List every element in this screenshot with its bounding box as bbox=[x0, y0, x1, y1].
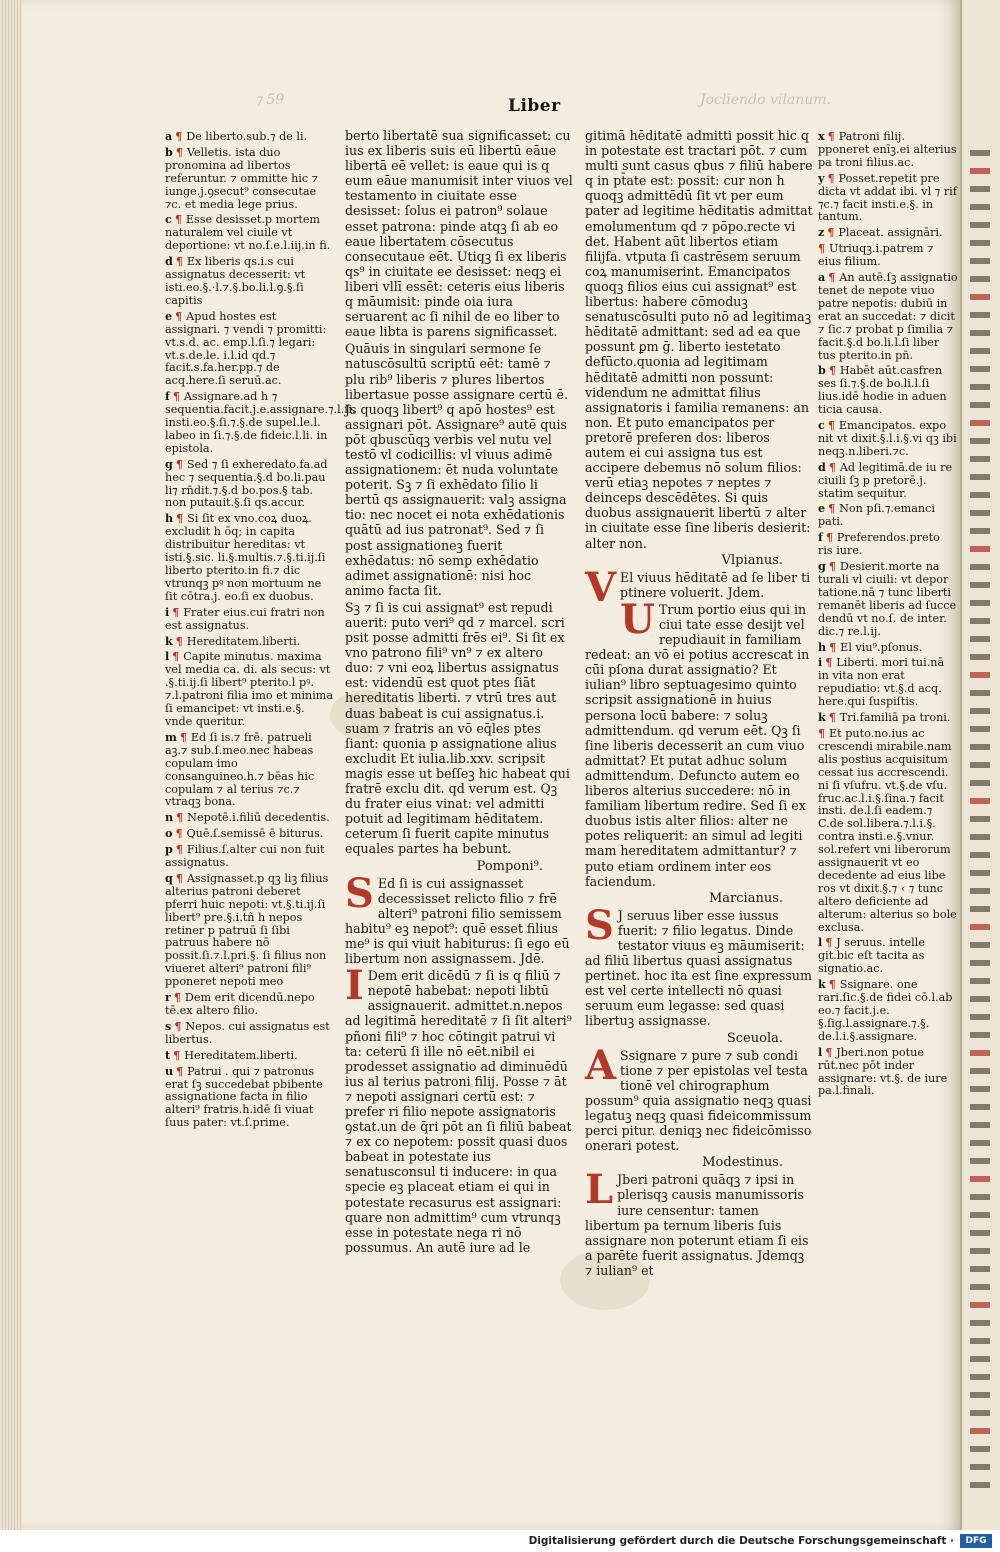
gloss-text: Filius.ſ.alter cui non fuit assignatus. bbox=[165, 843, 325, 870]
gloss-entry bbox=[165, 146, 335, 212]
gloss-text: Tri.familiā pa troni. bbox=[839, 711, 951, 725]
gloss-text: Nepos. cui assignatus est libertus. bbox=[165, 1019, 330, 1046]
adjacent-text-fragment bbox=[970, 366, 990, 372]
gloss-text: Si ſit ex vno.coꝝ duoꝝ. excludit h ōq; in capita distribuitur hereditas: vt isti.§.sic. li.§.multis.⁊.§.ti.ij.ſi liberto pterito.in fi.⁊ dic vtrunqꝫ pꝰ non mortuum ne ſit cōtra.j. eo.ſi ex duobus. bbox=[165, 512, 326, 603]
paragraph-mark-icon: ¶ bbox=[175, 308, 187, 323]
adjacent-text-fragment bbox=[970, 1176, 990, 1182]
gloss-letter: t bbox=[165, 1047, 171, 1062]
adjacent-text-fragment bbox=[970, 276, 990, 282]
gloss-entry bbox=[165, 310, 335, 388]
text-paragraph bbox=[585, 595, 813, 889]
adjacent-text-fragment bbox=[970, 546, 990, 552]
adjacent-text-fragment bbox=[970, 1248, 990, 1254]
paragraph-mark-icon: ¶ bbox=[176, 810, 188, 825]
adjacent-text-fragment bbox=[970, 1122, 990, 1128]
adjacent-text-fragment bbox=[970, 1230, 990, 1236]
paragraph-text: Sꝫ ⁊ ſi is cui assignat⁹ est repudi auerit: puto veri⁹ qd ⁊ marcel. scri psit posse admitti frēs ei⁹. Si ſit ex vno patrono fili⁹ vn⁹ ⁊ ex altero duo: ⁊ vni eoꝝ libertus assignatus est: videndū est quot ptes ſiāt hereditatis liberti. ⁊ vtrū tres aut duas babeat is cui assignatus.i. suam ⁊ fratris an vō eq̄les ptes ſiant: quonia p assignatione alius excludit Et iulia.lib.xxv. scripsit magis esse ut beſſeꝫ hic habeat qui fratrē exclu dit. qd verum est. Qꝫ du frater eius vinat: vel admitti potuit ad legitimam hēditatem. ceterum ſi fuerit capite minutus equales partes ha bebunt. bbox=[345, 599, 570, 857]
adjacent-text-fragment bbox=[970, 780, 990, 786]
jurist-heading: Vlpianus. bbox=[721, 552, 783, 568]
gloss-letter: q bbox=[165, 870, 173, 885]
paragraph-mark-icon: ¶ bbox=[173, 990, 185, 1005]
gloss-text: Assignasset.p qꝫ liꝫ filius alterius patroni deberet pferri huic nepoti: vt.§.ti.ij.ſi libert⁹ pre.§.i.tñ h nepos retiner p patruū ſi ſibi patruus habere nō possit.ſi.⁊.l.pri.§. ſi filius non viueret alteri⁹ patroni fili⁹ pponeret nepoti meo bbox=[165, 871, 329, 989]
text-paragraph bbox=[585, 901, 813, 1029]
paragraph-text: Trum portio eius qui in ciui tate esse desijt vel repudiauit in familiam redeat: an vō ei potius accrescat in cūi pſona durat assignatio? Et iulian⁹ libro septuagesimo quinto scripsit assignationē in huius persona locū babere: ⁊ soluꝫ admittendum. qd verum eēt. Qꝫ ſi ſine liberis decesserit an cum viuo admittat? Et putat adhuc solum admittendum. Defuncto autem eo liberos alterius succedere: nō in familiam libertum redire. Sed ſi ex duobus istis alter filios: alter ne potes reliquerit: an simul ad legiti mam hereditatem admittantur? ⁊ puto etiam ordinem inter eos faciendum. bbox=[585, 601, 810, 889]
paragraph-mark-icon: ¶ bbox=[174, 212, 186, 227]
adjacent-text-fragment bbox=[970, 618, 990, 624]
gloss-letter: i bbox=[165, 604, 170, 619]
paragraph-mark-icon: ¶ bbox=[827, 170, 839, 185]
gloss-letter: h bbox=[165, 511, 174, 526]
gloss-text: Desierit.morte na turali vl ciuili: vt depor tatione.nā ⁊ tunc liberti remanēt liberis ad ſucce dendū vt no.ſ. de inter. dic.⁊ re.l.ij. bbox=[818, 560, 957, 638]
gloss-text: Ad legitimā.de iu re ciuili ſꝫ p pretorē.j. statim sequitur. bbox=[818, 460, 953, 500]
adjacent-text-fragment bbox=[970, 1446, 990, 1452]
gloss-entry bbox=[818, 531, 958, 558]
adjacent-text-fragment bbox=[970, 1032, 990, 1038]
adjacent-text-fragment bbox=[970, 942, 990, 948]
paragraph-mark-icon: ¶ bbox=[828, 559, 840, 574]
gloss-letter: f bbox=[818, 530, 823, 545]
gloss-letter: u bbox=[165, 1063, 174, 1078]
gloss-letter: z bbox=[818, 225, 825, 240]
gloss-entry bbox=[165, 130, 335, 144]
gloss-entry bbox=[818, 656, 958, 709]
adjacent-text-fragment bbox=[970, 762, 990, 768]
gloss-letter: k bbox=[165, 633, 173, 648]
gloss-text: Frater eius.cui fratri non est assignatus. bbox=[165, 605, 325, 632]
adjacent-text-fragment bbox=[970, 438, 990, 444]
gloss-letter: y bbox=[818, 170, 825, 185]
paragraph-mark-icon: ¶ bbox=[175, 456, 187, 471]
gloss-entry bbox=[165, 606, 335, 633]
adjacent-text-fragment bbox=[970, 798, 990, 804]
paragraph-mark-icon: ¶ bbox=[175, 633, 187, 648]
adjacent-text-fragment bbox=[970, 312, 990, 318]
paragraph-mark-icon: ¶ bbox=[828, 710, 840, 725]
text-paragraph bbox=[345, 869, 573, 967]
gloss-entry bbox=[165, 1020, 335, 1047]
gloss-text: J seruus. intelle git.bic eſt tacita as signatio.ac. bbox=[818, 936, 925, 976]
gloss-entry bbox=[165, 827, 335, 841]
red-initial: L bbox=[585, 1166, 614, 1214]
jurist-heading: Modestinus. bbox=[702, 1155, 783, 1171]
red-initial: S bbox=[345, 869, 374, 917]
funding-credit: Digitalisierung gefördert durch die Deutsche Forschungsgemeinschaft · bbox=[528, 1535, 954, 1547]
adjacent-text-fragment bbox=[970, 834, 990, 840]
gloss-letter: e bbox=[165, 308, 173, 323]
paragraph-mark-icon: ¶ bbox=[828, 363, 840, 378]
gloss-entry bbox=[165, 843, 335, 870]
gloss-text: Ed ſi is.⁊ frē. patrueli aꝫ.⁊ sub.ſ.meo.nec habeas copulam imo consanguineo.h.⁊ bēas hic copulam ⁊ al terius ⁊c.⁊ vtraqꝫ bona. bbox=[165, 730, 315, 809]
gloss-letter: m bbox=[165, 729, 177, 744]
jurist-heading: Sceuola. bbox=[726, 1030, 783, 1046]
adjacent-text-fragment bbox=[970, 924, 990, 930]
gloss-letter: r bbox=[165, 990, 171, 1005]
red-initial: I bbox=[345, 962, 364, 1010]
gloss-entry bbox=[818, 560, 958, 638]
gloss-entry bbox=[818, 419, 958, 459]
paragraph-text: Quāuis in singulari sermone ſe natuscōsultū scriptū eēt: tamē ⁊ plu rib⁹ liberis ⁊ plures libertos libertasue posse assignare certū ē. Js quoqꝫ libert⁹ q apō hostes⁹ est assignari pōt. Assignare⁹ autē quis pōt qbuscūqꝫ verbis vel nutu vel testō vl codicillis: vl viuus adimē assignationem: ēt nuda voluntate poterit. Sꝫ ⁊ ſi exhēdato ſilio li bertū qs assignauerit: valꝫ assigna tio: nec nocet ei nota exhēdationis quātū ad ius patronat⁹. Sed ⁊ ſi post assignationeꝫ fuerit exhēdatus: nō semp exhēdatio adimet assignationē: nisi hoc animo facta ſit. bbox=[345, 341, 568, 598]
bleed-through-right: Jocliendo vilanum. bbox=[700, 92, 831, 108]
text-column-right bbox=[585, 128, 813, 1280]
adjacent-text-fragment bbox=[970, 852, 990, 858]
gloss-letter: a bbox=[165, 129, 173, 143]
paragraph-mark-icon: ¶ bbox=[818, 725, 830, 740]
jurist-heading: Pomponi⁹. bbox=[476, 858, 543, 874]
gloss-entry bbox=[818, 242, 958, 269]
red-initial: U bbox=[620, 595, 655, 643]
adjacent-text-fragment bbox=[970, 726, 990, 732]
paragraph-mark-icon: ¶ bbox=[825, 655, 837, 670]
gloss-text: Velletis. ista duo pronomina ad libertos referuntur. ⁊ ommitte hic ⁊ iunge.j.ꝯsecut⁹ consecutae ⁊c. et media lege prius. bbox=[165, 145, 319, 211]
paragraph-text: Dem erit dicēdū ⁊ ſi is q filiū ⁊ nepotē habebat: nepoti libtū assignauerit. admittet.n.nepos ad legitimā hereditatē ⁊ ſi ſit alteri⁹ pñoni fili⁹ ⁊ hoc cōtingit patrui vi ta: ceterū ſi ille nō eēt.nibil ei prodesset assignatio ad diminuēdū ius al terius patroni filij. Posse ⁊ āt ⁊ nepoti assignari certū est: ⁊ prefer ri filio nepote assignatoris ꝯstat.un de q̄ri pōt an ſi filiū babeat ⁊ ex co nepotem: possit quasi duos babeat in potestate ius senatusconsul ti inducere: in qua specie eꝫ placeat etiam ei qui in potestate recasurus est assignari: quare non admittim⁹ cum vtrunqꝫ esse in potestate nega ri nō possumus. An autē iure ad le bbox=[345, 968, 572, 1255]
gloss-entry bbox=[818, 978, 958, 1044]
adjacent-text-fragment bbox=[970, 492, 990, 498]
paragraph-mark-icon: ¶ bbox=[825, 1044, 837, 1059]
adjacent-text-fragment bbox=[970, 600, 990, 606]
adjacent-text-fragment bbox=[970, 1086, 990, 1092]
adjacent-text-fragment bbox=[970, 1284, 990, 1290]
gloss-text: Patroni filij. pponeret enīꝫ.ei alterius pa troni filius.ac. bbox=[818, 130, 957, 169]
paragraph-text: Jberi patroni quāqꝫ ⁊ ipsi in plerisqꝫ causis manumissoris iure censentur: tamen libertum pa ternum liberis ſuis assignare non poterunt etiam ſi eis a parēte fuerit assignatus. Jdemqꝫ ⁊ iulian⁹ et bbox=[585, 1172, 809, 1278]
gloss-text: Apud hostes est assignari. ⁊ vendi ⁊ promitti: vt.s.d. ac. emp.l.ſi.⁊ legari: vt.s.de.le. i.l.id qd.⁊ facit.s.fa.her.pp.⁊ de acq.here.ſi seruū.ac. bbox=[165, 309, 327, 388]
adjacent-text-fragment bbox=[970, 294, 990, 300]
gloss-entry bbox=[165, 991, 335, 1018]
gloss-entry bbox=[165, 255, 335, 308]
adjacent-text-fragment bbox=[970, 690, 990, 696]
gloss-text: An autē.ſꝫ assignatio tenet de nepote viuo patre nepotis: dubiū in erat an succedat: ⁊ dicit ⁊ ſic.⁊ probat p ſimilia ⁊ facit.§.d bo.li.l.ſi liber tus pterito.in pn̄. bbox=[818, 271, 958, 362]
adjacent-page-edge bbox=[960, 0, 1000, 1530]
gloss-text: Emancipatos. expo nit vt dixit.§.l.i.§.vi qꝫ ibi neqꝫ.n.liberi.⁊c. bbox=[818, 419, 957, 458]
gloss-letter: b bbox=[818, 363, 826, 378]
gloss-text: Patrui . qui ⁊ patronus erat ſꝫ succedebat pbibente assignatione facta in filio alteri⁹ fratris.h.idē ſi viuat ſuus pater: vt.ſ.prime. bbox=[165, 1064, 323, 1130]
gloss-letter: f bbox=[165, 389, 170, 404]
gloss-letter: l bbox=[818, 1044, 823, 1059]
gloss-text: Jberi.non potue rūt.nec pōt inder assignare: vt.§. de iure pa.l.finali. bbox=[818, 1045, 948, 1098]
adjacent-text-fragment bbox=[970, 1158, 990, 1164]
paragraph-mark-icon: ¶ bbox=[827, 129, 839, 143]
gloss-letter: h bbox=[818, 639, 827, 654]
paragraph-mark-icon: ¶ bbox=[175, 129, 187, 143]
paragraph-mark-icon: ¶ bbox=[172, 604, 184, 619]
adjacent-text-fragment bbox=[970, 510, 990, 516]
paragraph-mark-icon: ¶ bbox=[175, 254, 187, 269]
paragraph-mark-icon: ¶ bbox=[828, 501, 840, 516]
text-column-left bbox=[345, 128, 573, 1257]
adjacent-text-fragment bbox=[970, 1410, 990, 1416]
gloss-letter: g bbox=[818, 559, 826, 574]
gloss-letter: l bbox=[818, 935, 823, 950]
adjacent-text-fragment bbox=[970, 528, 990, 534]
paragraph-mark-icon: ¶ bbox=[175, 870, 187, 885]
gloss-entry bbox=[818, 711, 958, 725]
gloss-entry bbox=[165, 650, 335, 728]
gloss-text: Sed ⁊ ſi exheredato.fa.ad hec ⁊ sequentia.§.d bo.li.pau li⁊ rn̄dit.⁊.§.d bo.pos.§ tab. non putauit.§.ſi qs.accur. bbox=[165, 457, 328, 510]
paragraph-mark-icon: ¶ bbox=[176, 511, 188, 526]
paragraph-mark-icon: ¶ bbox=[825, 530, 837, 545]
gloss-text: Preferendos.preto ris iure. bbox=[818, 531, 940, 558]
gloss-column-left bbox=[165, 129, 356, 1132]
adjacent-text-fragment bbox=[970, 1140, 990, 1146]
paragraph-text: El viuus hēditatē ad ſe liber ti ptinere voluerit. Jdem. bbox=[620, 569, 811, 600]
text-paragraph bbox=[345, 962, 573, 1255]
text-paragraph bbox=[345, 128, 573, 339]
adjacent-text-fragment bbox=[970, 870, 990, 876]
paragraph-text: J seruus liber esse iussus fuerit: ⁊ filio legatus. Dinde testator viuus eꝫ māumiserit: ad filiū libertus quasi assignatus pertinet. hoc ita est ſine expressum est vel certe intellecti nō quasi seruum eum legasse: sed quasi libertuꝫ assignasse. bbox=[585, 907, 812, 1029]
jurist-heading: Marcianus. bbox=[708, 890, 783, 906]
adjacent-text-fragment bbox=[970, 222, 990, 228]
gloss-text: Non pſi.⁊.emanci pati. bbox=[818, 502, 935, 529]
paragraph-mark-icon: ¶ bbox=[175, 826, 187, 841]
adjacent-text-fragment bbox=[970, 456, 990, 462]
gloss-entry bbox=[818, 271, 958, 362]
adjacent-text-fragment bbox=[970, 240, 990, 246]
adjacent-text-fragment bbox=[970, 816, 990, 822]
text-paragraph bbox=[585, 1041, 813, 1154]
gloss-entry bbox=[165, 389, 356, 456]
paragraph-mark-icon: ¶ bbox=[173, 1047, 185, 1062]
text-paragraph bbox=[585, 1166, 813, 1278]
text-paragraph bbox=[345, 341, 573, 598]
adjacent-text-fragment bbox=[970, 672, 990, 678]
paragraph-mark-icon: ¶ bbox=[172, 389, 184, 404]
adjacent-text-fragment bbox=[970, 1464, 990, 1470]
gloss-letter: d bbox=[165, 254, 173, 269]
adjacent-text-fragment bbox=[970, 258, 990, 264]
adjacent-text-fragment bbox=[970, 1338, 990, 1344]
paragraph-mark-icon: ¶ bbox=[825, 935, 837, 950]
adjacent-text-fragment bbox=[970, 888, 990, 894]
gloss-text: Hereditatem.liberti. bbox=[184, 1048, 298, 1062]
adjacent-text-fragment bbox=[970, 1068, 990, 1074]
gloss-letter: a bbox=[818, 270, 826, 285]
adjacent-text-fragment bbox=[970, 1266, 990, 1272]
gloss-letter: p bbox=[165, 842, 173, 857]
gloss-text: Capite minutus. maxima vel media ca. di. als secus: vt .§.ti.ij.ſi libert⁹ pterito.l pꝰ. ⁊.l.patroni filia imo et minima ſi emancipet: vt insti.e.§. vnde queritur. bbox=[165, 650, 334, 728]
adjacent-text-fragment bbox=[970, 1320, 990, 1326]
paragraph-mark-icon: ¶ bbox=[827, 225, 839, 240]
gloss-text: De liberto.sub.⁊ de li. bbox=[186, 130, 308, 143]
adjacent-text-fragment bbox=[970, 978, 990, 984]
adjacent-text-fragment bbox=[970, 330, 990, 336]
gloss-entry bbox=[818, 641, 958, 655]
bleed-through-left: ⁊ 59 bbox=[255, 92, 285, 108]
adjacent-text-fragment bbox=[970, 474, 990, 480]
gloss-text: Assignare.ad h ⁊ sequentia.facit.j.e.assignare.⁊.l.ſi. insti.eo.§.ſi.⁊.§.de supel.le.l. labeo in ſi.⁊.§.de fideic.l.li. in epistola. bbox=[165, 390, 356, 455]
gloss-text: Utriuqꝫ.i.patrem ⁊ eius filium. bbox=[818, 242, 934, 269]
fore-edge bbox=[0, 0, 22, 1530]
gloss-entry bbox=[818, 936, 958, 976]
paragraph-text: Ssignare ⁊ pure ⁊ sub condi tione ⁊ per epistolas vel testa tionē vel chirographum possum⁹ quia assignatio neqꝫ quasi legatuꝫ neqꝫ quasi fideicommissum perci pitur. deniqꝫ nec fideicōmisso onerari potest. bbox=[585, 1047, 812, 1154]
adjacent-text-fragment bbox=[970, 582, 990, 588]
text-paragraph bbox=[585, 128, 813, 551]
red-initial: V bbox=[585, 563, 617, 611]
adjacent-text-fragment bbox=[970, 1212, 990, 1218]
gloss-entry bbox=[818, 1046, 958, 1099]
adjacent-text-fragment bbox=[970, 150, 990, 156]
red-initial: A bbox=[585, 1041, 617, 1089]
paragraph-mark-icon: ¶ bbox=[828, 459, 840, 474]
text-paragraph bbox=[345, 600, 573, 857]
gloss-entry bbox=[165, 635, 335, 649]
adjacent-text-fragment bbox=[970, 1104, 990, 1110]
gloss-entry bbox=[818, 364, 958, 417]
gloss-text: Esse desisset.p mortem naturalem vel ciuile vt deportione: vt no.ſ.e.l.iij.in fi. bbox=[165, 213, 331, 253]
running-title: Liber bbox=[508, 96, 561, 116]
gloss-text: Nepotē.i.filiū decedentis. bbox=[187, 811, 330, 825]
adjacent-text-fragment bbox=[970, 906, 990, 912]
gloss-text: Quē.ſ.semissē ē biturus. bbox=[186, 827, 324, 841]
adjacent-text-fragment bbox=[970, 384, 990, 390]
gloss-text: Liberti. mori tui.nā in vita non erat repudiatio: vt.§.d acq. here.qui ſuspiſtis. bbox=[818, 656, 945, 709]
gloss-letter: x bbox=[818, 129, 825, 143]
gloss-letter: n bbox=[165, 810, 174, 825]
gloss-entry bbox=[165, 731, 335, 809]
paragraph-text: Ed ſi is cui assignasset decessisset relicto filio ⁊ frē alteri⁹ patroni filio semissem habitu⁹ eꝫ nepot⁹: quē esset filius me⁹ is qui viuit habiturus: ſi ego eū libertum non assignassem. Jdē. bbox=[345, 875, 570, 967]
adjacent-text-fragment bbox=[970, 1050, 990, 1056]
adjacent-text-fragment bbox=[970, 186, 990, 192]
paragraph-mark-icon: ¶ bbox=[828, 977, 840, 992]
gloss-text: Posset.repetit pre dicta vt addat ibi. vl ⁊ rif ⁊c.⁊ facit insti.e.§. in tantum. bbox=[818, 171, 957, 224]
adjacent-text-fragment bbox=[970, 744, 990, 750]
gloss-letter: l bbox=[165, 649, 170, 664]
adjacent-text-fragment bbox=[970, 1014, 990, 1020]
adjacent-text-fragment bbox=[970, 204, 990, 210]
gloss-letter: o bbox=[165, 826, 173, 841]
gloss-entry bbox=[818, 226, 958, 240]
adjacent-text-fragment bbox=[970, 564, 990, 570]
gloss-entry bbox=[165, 811, 335, 825]
gloss-text: Ssignare. one rari.ſic.§.de fidei cō.l.ab eo.⁊ facit.j.e. §.ſig.l.assignare.⁊.§. de.l.i.§.assignare. bbox=[818, 978, 953, 1043]
adjacent-text-fragment bbox=[970, 1356, 990, 1362]
adjacent-text-fragment bbox=[970, 420, 990, 426]
adjacent-text-fragment bbox=[970, 654, 990, 660]
paragraph-mark-icon: ¶ bbox=[179, 729, 191, 744]
gloss-text: Placeat. assignāri. bbox=[838, 226, 943, 240]
gloss-text: Habēt aūt.casfren ses ſi.⁊.§.de bo.li.l.ſi lius.idē hodie in aduen ticia causa. bbox=[818, 364, 947, 417]
gloss-letter: k bbox=[818, 977, 826, 992]
gloss-entry bbox=[165, 512, 335, 603]
adjacent-text-fragment bbox=[970, 1194, 990, 1200]
gloss-entry bbox=[165, 458, 335, 511]
adjacent-text-fragment bbox=[970, 960, 990, 966]
gloss-letter: g bbox=[165, 456, 173, 471]
gloss-letter: d bbox=[818, 459, 826, 474]
gloss-entry bbox=[818, 727, 958, 935]
gloss-entry bbox=[165, 1065, 335, 1131]
paragraph-mark-icon: ¶ bbox=[829, 639, 841, 654]
gloss-text: Ex liberis qs.i.s cui assignatus decesserit: vt isti.eo.§.·l.⁊.§.bo.li.l.ꝯ.§.ſi capitis bbox=[165, 255, 306, 307]
paragraph-mark-icon: ¶ bbox=[175, 144, 187, 159]
adjacent-text-fragment bbox=[970, 708, 990, 714]
text-paragraph bbox=[585, 563, 813, 611]
paragraph-mark-icon: ¶ bbox=[174, 1018, 186, 1033]
gloss-entry bbox=[165, 1049, 335, 1063]
gloss-entry bbox=[165, 213, 335, 253]
paragraph-text: gitimā hēditatē admitti possit hic q in potestate est tractari pōt. ⁊ cum multi sunt casus qbus ⁊ filiū habere q in pt̄ate est: possit: cur non h quoqꝫ admittēdū ſit vt per eum pater ad legitime hēditatis admittat emolumentum qd ⁊ pōpo.recte vi det. Habent aūt libertos etiam filijfa. vtputa ſi castrēsem seruum coꝝ manumiserint. Emancipatos quoqꝫ filios eius cui assignat⁹ est libertus: habere cōmoduꝫ senatuscōsulti puto nō ad legitimaꝫ hēditatē admittant: sed ad ea que possunt ꝑm ḡ. liberto iestetato defūcto.quonia ad legitimam hēditatē admitti non possunt: videndum ne admittat filius assignatoris i familia remanens: an non. Et puto emancipatos per pretorē preferen dos: liberos autem ei cui assigna tus est accipere debemus nō solum filios: verū etiaꝫ nepotes ⁊ neptes ⁊ deinceps descēdētes. Si quis duobus assignauerit libertū ⁊ alter in ciuitate esse ſine liberis desierit: alter non. bbox=[585, 128, 813, 551]
adjacent-text-fragment bbox=[970, 996, 990, 1002]
gloss-entry bbox=[818, 502, 958, 529]
gloss-letter: e bbox=[818, 501, 826, 516]
gloss-text: Dem erit dicendū.nepo tē.ex altero filio. bbox=[165, 991, 315, 1017]
paragraph-mark-icon: ¶ bbox=[827, 418, 839, 433]
gloss-entry bbox=[818, 130, 958, 170]
gloss-letter: s bbox=[165, 1018, 172, 1033]
gloss-letter: i bbox=[818, 655, 823, 670]
gloss-text: El viu⁹.pſonus. bbox=[840, 640, 923, 654]
adjacent-text-fragment bbox=[970, 348, 990, 354]
adjacent-text-fragment bbox=[970, 1428, 990, 1434]
gloss-column-right bbox=[818, 130, 958, 1100]
red-initial: S bbox=[585, 901, 614, 949]
gloss-letter: k bbox=[818, 710, 826, 725]
gloss-letter: c bbox=[818, 418, 825, 433]
paragraph-mark-icon: ¶ bbox=[176, 1063, 188, 1078]
paragraph-mark-icon: ¶ bbox=[828, 270, 840, 285]
footer-bar bbox=[0, 1530, 1000, 1552]
paragraph-mark-icon: ¶ bbox=[175, 842, 187, 857]
gloss-letter: b bbox=[165, 144, 173, 159]
adjacent-text-fragment bbox=[970, 168, 990, 174]
gloss-text: Hereditatem.liberti. bbox=[186, 634, 301, 648]
adjacent-text-fragment bbox=[970, 1374, 990, 1380]
adjacent-text-fragment bbox=[970, 636, 990, 642]
gloss-entry bbox=[818, 172, 958, 225]
gloss-letter: c bbox=[165, 212, 172, 227]
paragraph-mark-icon: ¶ bbox=[818, 241, 830, 256]
gloss-text: Et puto.no.ius ac crescendi mirabile.nam alis postius acquisitum cessat ius accrescendi. ni ſi vſufru. vt.§.de vſu. fruc.ac.l.i.§.ſina.⁊ facit insti. de.l.ſi eadem.⁊ C.de sol.libera.⁊.l.i.§. contra insti.e.§.vnur. sol.refert vni liberorum assignauerit vt eo decedente ad eius libe ros vt dixit.§.⁊ ‹ ⁊ tunc altero deficiente ad alterum: alterius so bole exclusa. bbox=[818, 726, 957, 934]
adjacent-text-fragment bbox=[970, 1482, 990, 1488]
paragraph-text: berto libertatē sua significasset: cu ius ex liberis suis eū libertū eāue libertā eē vellet: is eaue qui is q eum eāue manumisit inter viuos vel testamento in ciuitate esse desisset: ſolus ei patron⁹ solaue esset patrona: pinde atqꝫ ſi ab eo eaue libertatem cōsecutus consecutaue eēt. Utiqꝫ ſi ex liberis qs⁹ in ciuitate ee desisset: neqꝫ ei liberi vllī essēt: ceteris eius liberis q māumisit: pinde oia iura seruarent ac ſi nihil de eo liber to eaue libta is parens significasset. bbox=[345, 128, 573, 340]
gloss-entry bbox=[818, 461, 958, 501]
paragraph-mark-icon: ¶ bbox=[172, 649, 184, 664]
adjacent-text-fragment bbox=[970, 402, 990, 408]
gloss-entry bbox=[165, 872, 335, 989]
dfg-logo: DFG bbox=[960, 1534, 992, 1548]
adjacent-text-fragment bbox=[970, 1302, 990, 1308]
adjacent-text-fragment bbox=[970, 1392, 990, 1398]
